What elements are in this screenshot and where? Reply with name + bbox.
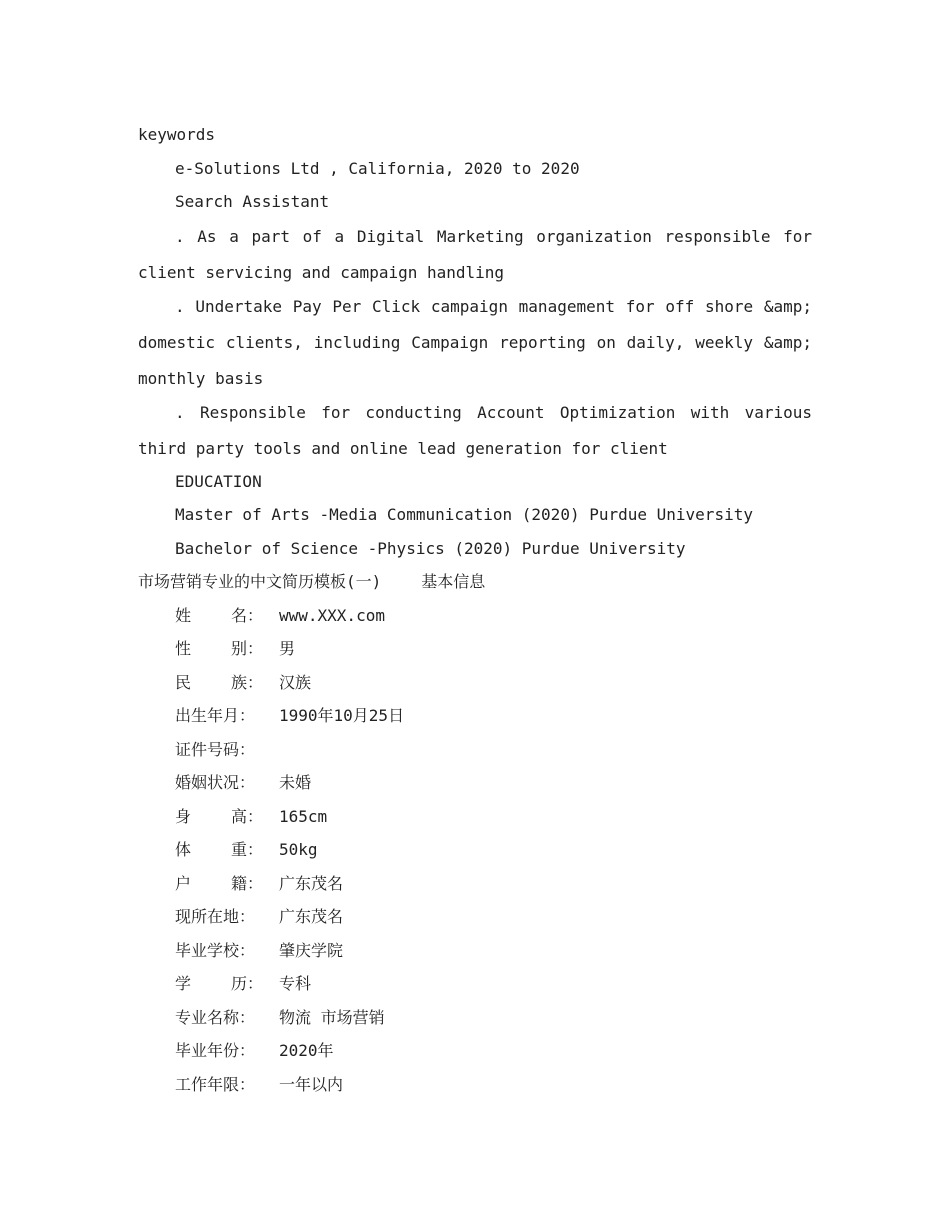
field-value: 物流 市场营销 bbox=[279, 1007, 385, 1027]
education-heading: EDUCATION bbox=[175, 471, 262, 491]
field-value: 广东茂名 bbox=[279, 907, 344, 926]
field-value: 一年以内 bbox=[279, 1074, 344, 1094]
field-label: 专业名称： bbox=[175, 1007, 256, 1027]
keywords-text: keywords bbox=[138, 125, 216, 144]
info-row bbox=[138, 967, 812, 1001]
field-label: 户 籍： bbox=[175, 873, 263, 893]
info-row bbox=[138, 800, 812, 834]
section-heading: 基本信息 bbox=[421, 572, 486, 591]
resume-title: 市场营销专业的中文简历模板(一) bbox=[138, 572, 382, 591]
field-label: 学 历： bbox=[175, 974, 263, 993]
info-row bbox=[138, 699, 812, 733]
field-label: 姓 名： bbox=[175, 605, 263, 625]
info-row bbox=[138, 666, 812, 700]
degree-item: Master of Arts -Media Communication (2020) Purdue University bbox=[175, 505, 753, 524]
role-title: Search Assistant bbox=[175, 192, 330, 211]
field-value: 肇庆学院 bbox=[279, 940, 344, 960]
field-value: 165cm bbox=[279, 806, 328, 826]
field-value: www.XXX.com bbox=[279, 605, 385, 625]
field-label: 出生年月： bbox=[175, 706, 256, 725]
field-value: 1990年10月25日 bbox=[279, 706, 405, 725]
resume-title-line bbox=[138, 565, 812, 599]
experience-bullet: . Undertake Pay Per Click campaign management for off shore &amp; domestic clients, including Campaign reporting on daily, weekly &amp; monthly basis bbox=[138, 296, 812, 388]
field-value: 未婚 bbox=[279, 773, 312, 792]
info-row bbox=[138, 900, 812, 934]
field-label: 证件号码： bbox=[175, 739, 256, 759]
info-row bbox=[138, 632, 812, 666]
field-label: 婚姻状况： bbox=[175, 773, 256, 792]
info-row bbox=[138, 733, 812, 767]
info-row bbox=[138, 833, 812, 867]
info-row bbox=[138, 1068, 812, 1102]
field-label: 身 高： bbox=[175, 806, 263, 826]
field-label: 体 重： bbox=[175, 840, 263, 859]
basic-info-list bbox=[138, 599, 812, 1102]
document-page bbox=[138, 118, 812, 1101]
experience-bullet: . Responsible for conducting Account Optimization with various third party tools and online lead generation for client bbox=[138, 402, 812, 458]
info-row bbox=[138, 867, 812, 901]
field-label: 工作年限： bbox=[175, 1074, 256, 1094]
field-label: 民 族： bbox=[175, 672, 263, 692]
info-row bbox=[138, 599, 812, 633]
experience-bullet: . As a part of a Digital Marketing organization responsible for client servicing and campaign handling bbox=[138, 226, 812, 282]
degree-item: Bachelor of Science -Physics (2020) Purdue University bbox=[175, 538, 686, 558]
field-value: 男 bbox=[279, 639, 296, 658]
info-row bbox=[138, 766, 812, 800]
field-value: 50kg bbox=[279, 840, 318, 859]
info-row bbox=[138, 934, 812, 968]
field-label: 性 别： bbox=[175, 639, 263, 658]
field-value: 广东茂名 bbox=[279, 873, 344, 893]
company-line: e-Solutions Ltd , California, 2020 to 2020 bbox=[175, 158, 580, 178]
info-row bbox=[138, 1034, 812, 1068]
field-value: 2020年 bbox=[279, 1041, 334, 1060]
field-value: 专科 bbox=[279, 974, 312, 993]
field-label: 毕业年份： bbox=[175, 1041, 256, 1060]
field-label: 毕业学校： bbox=[175, 940, 256, 960]
field-value: 汉族 bbox=[279, 672, 312, 692]
field-label: 现所在地： bbox=[175, 907, 256, 926]
info-row bbox=[138, 1001, 812, 1035]
